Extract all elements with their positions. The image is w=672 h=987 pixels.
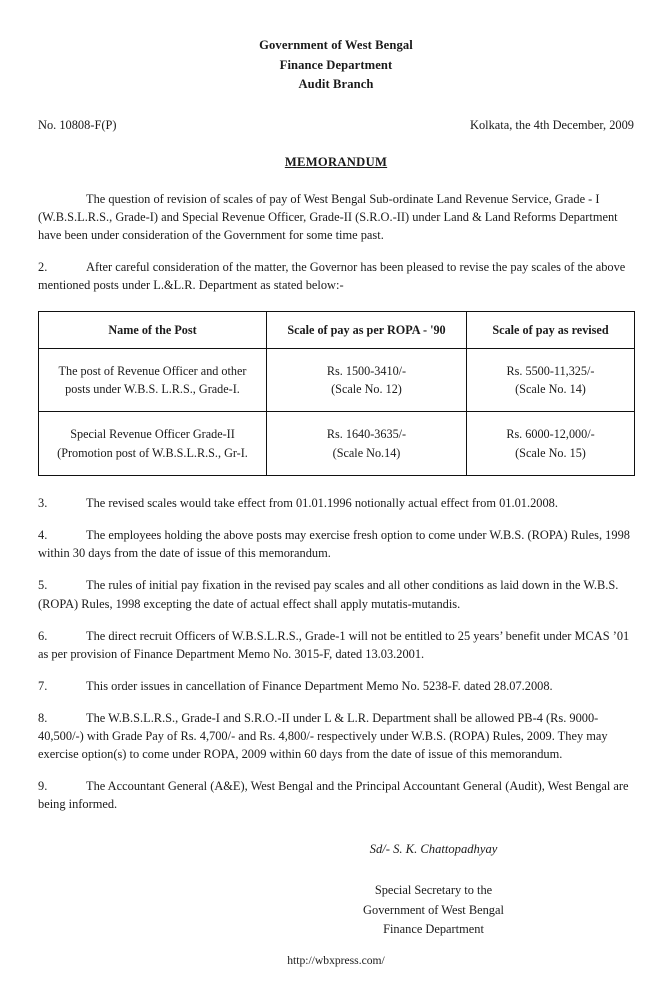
page-footer	[0, 953, 672, 969]
signatory-designation	[233, 881, 634, 939]
revised-scale-amount: Rs. 6000-12,000/-	[506, 427, 595, 442]
masthead-department-line: Finance Department	[279, 57, 393, 72]
memo-number: No. 10808-F(P)	[38, 117, 117, 132]
masthead-government-line: Government of West Bengal	[259, 38, 413, 52]
paragraph-8	[38, 709, 634, 763]
paragraph-4-text: The employees holding the above posts may exercise fresh option to come under W.B.S. (ROPA) Rules, 1998 within 30 days from the date of issue of this memorandum.	[38, 528, 630, 561]
paragraph-5-number: 5.	[38, 578, 48, 593]
document-body	[0, 190, 672, 813]
paragraph-5-text: The rules of initial pay fixation in the revised pay scales and all other conditions as laid down in the W.B.S. (ROPA) Rules, 1998 excepting the date of actual effect shall apply mutatis-mutandis.	[38, 578, 619, 611]
paragraph-4-number: 4.	[38, 528, 48, 543]
signature-block	[0, 841, 672, 939]
paragraph-4	[38, 526, 634, 562]
footer-url: http://wbxpress.com/	[287, 953, 385, 967]
designation-line-2: Government of West Bengal	[363, 902, 504, 917]
old-scale-amount: Rs. 1640-3635/-	[326, 427, 407, 442]
table-cell-old-scale	[267, 348, 467, 412]
paragraph-8-number: 8.	[38, 710, 48, 725]
paragraph-9-number: 9.	[38, 779, 48, 794]
paragraph-6	[38, 627, 634, 663]
paragraph-9	[38, 777, 634, 813]
document-masthead	[0, 36, 672, 95]
table-cell-post	[39, 348, 267, 412]
post-name-line-1: Special Revenue Officer Grade-II	[70, 427, 235, 442]
paragraph-2-text: After careful consideration of the matter, the Governor has been pleased to revise the pay scales of the above mentioned posts under L.&L.R. Department as stated below:-	[38, 260, 626, 293]
table-header-post: Name of the Post	[39, 311, 267, 348]
paragraph-3-number: 3.	[38, 496, 48, 511]
revised-scale-number: (Scale No. 14)	[515, 382, 586, 397]
paragraph-1-text: The question of revision of scales of pay of West Bengal Sub-ordinate Land Revenue Service, Grade - I (W.B.S.L.R.S., Grade-I) and Special Revenue Officer, Grade-II (S.R.O.-II) under Land & Land Reforms Department have been under consideration of the Government for some time past.	[38, 192, 618, 243]
table-cell-revised-scale	[467, 348, 635, 412]
memorandum-title: MEMORANDUM	[284, 155, 388, 170]
designation-line-1: Special Secretary to the	[374, 883, 493, 898]
table-cell-old-scale	[267, 412, 467, 476]
paragraph-7-number: 7.	[38, 678, 48, 693]
post-name-line-2: (Promotion post of W.B.S.L.R.S., Gr-I.	[57, 445, 248, 460]
paragraph-3-text: The revised scales would take effect from 01.01.1996 notionally actual effect from 01.01.2008.	[86, 496, 558, 511]
paragraph-2-number: 2.	[38, 260, 48, 275]
paragraph-1	[38, 190, 634, 244]
pay-scale-table	[38, 311, 635, 476]
memorandum-title-wrap	[0, 154, 672, 172]
old-scale-amount: Rs. 1500-3410/-	[326, 363, 407, 378]
table-header-revised-scale: Scale of pay as revised	[467, 311, 635, 348]
paragraph-6-text: The direct recruit Officers of W.B.S.L.R.S., Grade-1 will not be entitled to 25 years’ benefit under MCAS ’01 as per provision of Finance Department Memo No. 3015-F, dated 13.03.2001.	[38, 628, 630, 661]
masthead-branch-line: Audit Branch	[298, 77, 374, 92]
reference-line	[0, 117, 672, 135]
paragraph-7-text: This order issues in cancellation of Finance Department Memo No. 5238-F. dated 28.07.2008.	[86, 678, 553, 693]
revised-scale-number: (Scale No. 15)	[515, 445, 586, 460]
paragraph-6-number: 6.	[38, 628, 48, 643]
paragraph-3	[38, 494, 634, 512]
table-row	[39, 412, 635, 476]
table-cell-revised-scale	[467, 412, 635, 476]
table-row	[39, 348, 635, 412]
document-page	[0, 36, 672, 987]
paragraph-7	[38, 677, 634, 695]
paragraph-5	[38, 576, 634, 612]
old-scale-number: (Scale No.14)	[332, 445, 401, 460]
post-name-line-1: The post of Revenue Officer and other	[58, 363, 247, 378]
revised-scale-amount: Rs. 5500-11,325/-	[506, 363, 595, 378]
paragraph-9-text: The Accountant General (A&E), West Bengal and the Principal Accountant General (Audit), West Bengal are being informed.	[38, 779, 629, 812]
table-header-row	[39, 311, 635, 348]
post-name-line-2: posts under W.B.S. L.R.S., Grade-I.	[65, 382, 240, 397]
paragraph-2	[38, 258, 634, 294]
signatory-name: Sd/- S. K. Chattopadhyay	[369, 842, 498, 857]
old-scale-number: (Scale No. 12)	[331, 382, 402, 397]
designation-line-3: Finance Department	[383, 921, 484, 936]
paragraph-8-text: The W.B.S.L.R.S., Grade-I and S.R.O.-II under L & L.R. Department shall be allowed PB-4 (Rs. 9000-40,500/-) with Grade Pay of Rs. 4,700/- and Rs. 4,800/- respectively under W.B.S. (ROPA) Rules, 2009. They may exercise option(s) to come under ROPA, 2009 within 60 days from the date of issue of this memorandum.	[38, 710, 608, 762]
table-header-old-scale: Scale of pay as per ROPA - '90	[267, 311, 467, 348]
table-cell-post	[39, 412, 267, 476]
place-and-date: Kolkata, the 4th December, 2009	[470, 117, 634, 132]
